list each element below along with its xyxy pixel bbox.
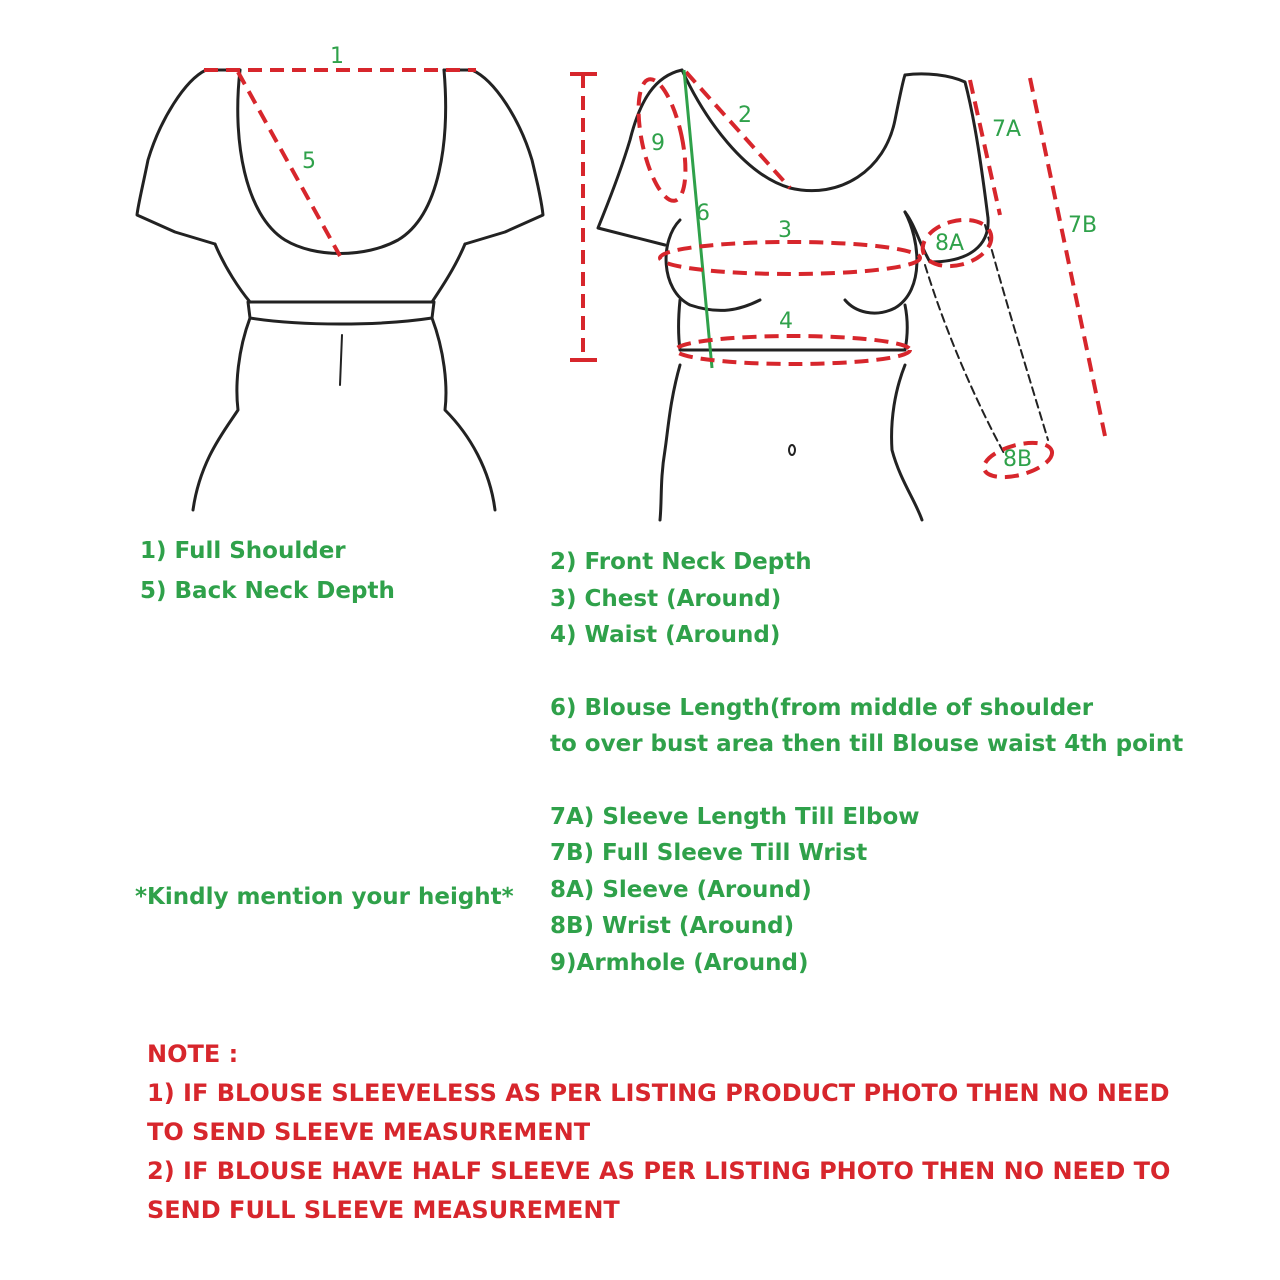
front-neckline	[682, 70, 905, 191]
note-line-4: SEND FULL SLEEVE MEASUREMENT	[147, 1196, 620, 1224]
label-4: 4	[779, 309, 793, 334]
back-left-side	[215, 244, 250, 302]
legend-sleeve-elbow: 7A) Sleeve Length Till Elbow	[550, 804, 920, 830]
front-view-figure	[598, 70, 1048, 520]
label-8a: 8A	[935, 231, 965, 256]
front-waist-right	[892, 365, 922, 520]
legend-blouse-length-cont: to over bust area then till Blouse waist 4th point	[550, 731, 1184, 757]
front-bust-right	[845, 212, 917, 313]
label-8b: 8B	[1003, 447, 1033, 472]
label-7b: 7B	[1068, 213, 1098, 238]
front-navel	[789, 445, 795, 455]
back-spine	[340, 335, 342, 385]
legend-sleeve-around: 8A) Sleeve (Around)	[550, 877, 812, 903]
label-2: 2	[738, 103, 752, 128]
label-7a: 7A	[992, 117, 1022, 142]
front-waist-left	[660, 365, 680, 520]
label-9: 9	[651, 131, 665, 156]
measure-line-5	[238, 72, 340, 256]
note-line-3: 2) IF BLOUSE HAVE HALF SLEEVE AS PER LISTING PHOTO THEN NO NEED TO	[147, 1157, 1171, 1185]
label-3: 3	[778, 218, 792, 243]
measure-line-3	[660, 242, 920, 274]
label-1: 1	[330, 44, 344, 69]
back-right-side	[432, 244, 465, 302]
back-view-figure	[137, 70, 543, 510]
legend-chest: 3) Chest (Around)	[550, 586, 782, 612]
back-blouse-hem	[248, 302, 434, 324]
back-waist-left	[193, 318, 250, 510]
legend-back-neck-depth: 5) Back Neck Depth	[140, 578, 395, 604]
legend-full-shoulder: 1) Full Shoulder	[140, 538, 346, 564]
label-6: 6	[696, 201, 710, 226]
back-left-sleeve	[137, 70, 215, 244]
legend-front-neck-depth: 2) Front Neck Depth	[550, 549, 812, 575]
legend-waist: 4) Waist (Around)	[550, 622, 781, 648]
measure-line-7b	[1030, 78, 1105, 436]
note-line-1: 1) IF BLOUSE SLEEVELESS AS PER LISTING PRODUCT PHOTO THEN NO NEED	[147, 1079, 1170, 1107]
front-arm-outline	[925, 225, 1048, 455]
front-right-shoulder	[905, 74, 988, 218]
note-line-2: TO SEND SLEEVE MEASUREMENT	[147, 1118, 591, 1146]
label-5: 5	[302, 149, 316, 174]
back-neckline	[238, 70, 446, 254]
height-note: *Kindly mention your height*	[135, 884, 514, 910]
back-right-sleeve	[465, 70, 543, 244]
legend-blouse-length: 6) Blouse Length(from middle of shoulder	[550, 695, 1094, 721]
note-title: NOTE :	[147, 1040, 239, 1068]
legend-wrist-around: 8B) Wrist (Around)	[550, 913, 795, 939]
measure-line-2	[686, 72, 790, 188]
legend-armhole-around: 9)Armhole (Around)	[550, 950, 809, 976]
legend-full-sleeve: 7B) Full Sleeve Till Wrist	[550, 840, 868, 866]
back-waist-right	[432, 318, 495, 510]
